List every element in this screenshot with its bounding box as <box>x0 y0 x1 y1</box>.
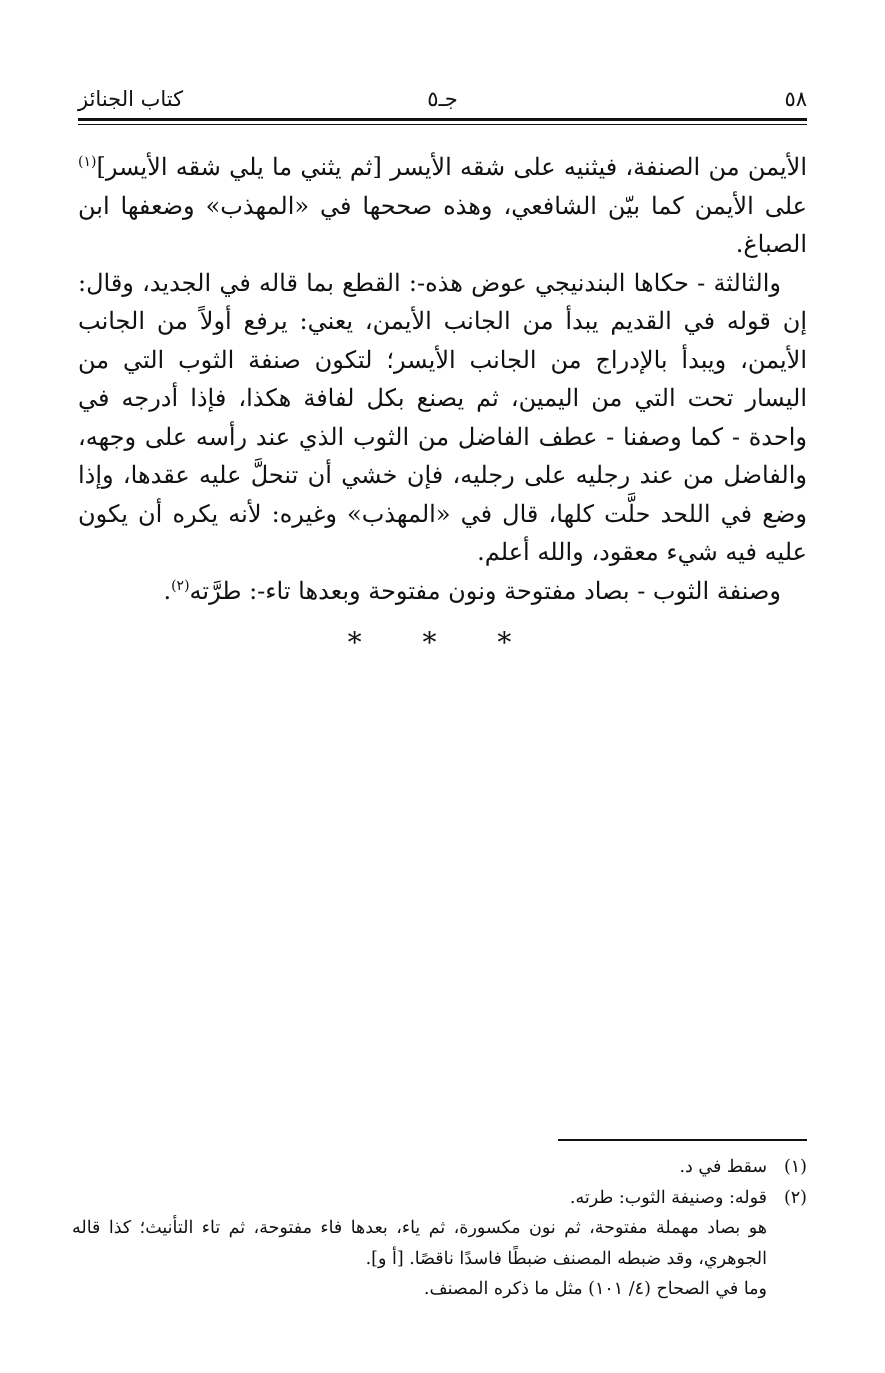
paragraph-2: والثالثة - حكاها البندنيجي عوض هذه-: القطع بما قاله في الجديد، وقال: إن قوله في القديم يبدأ من الجانب الأيمن، يعني: يرفع أولاً من الجانب الأيمن، ويبدأ بالإدراج من الجانب الأيسر؛ لتكون صنفة الثوب التي من اليسار تحت التي من اليمين، ثم يصنع بكل لفافة هكذا، فإذا أدرجه في واحدة - كما وصفنا - عطف الفاضل من الثوب الذي عند رأسه على وجهه، والفاضل من عند رجليه على رجليه، فإن خشي أن تنحلَّ عليه عقدها، وإذا وضع في اللحد حلَّت كلها، قال في «المهذب» وغيره: لأنه يكره أن يكون عليه فيه شيء معقود، والله أعلم. <box>78 268 808 566</box>
main-text <box>78 148 807 610</box>
footnote-1-number: (١) <box>783 1157 807 1177</box>
header-rule-thick <box>78 118 807 121</box>
paragraph-1-part-a: الأيمن من الصنفة، فيثنيه على شقه الأيسر [ثم يثني ما يلي شقه الأيسر] <box>96 153 807 181</box>
paragraph-3-part-a: وصنفة الثوب - بصاد مفتوحة ونون مفتوحة وبعدها تاء-: طرَّته <box>189 576 781 605</box>
paragraph-1-part-b: على الأيمن كما بيّن الشافعي، وهذه صححها في «المهذب» وضعفها ابن الصباغ. <box>78 191 807 258</box>
paragraph-3-part-b: . <box>163 576 172 605</box>
volume-label: جـ٥ <box>427 87 458 111</box>
section-separator: * * * <box>347 626 538 659</box>
footnote-1 <box>72 1152 807 1183</box>
page-number: ٥٨ <box>784 87 807 111</box>
footnote-2-reference: وما في الصحاح (٤/ ١٠١) مثل ما ذكره المصنف. <box>423 1279 767 1299</box>
footnote-ref-2: (٢) <box>171 577 190 594</box>
footnotes <box>72 1152 807 1305</box>
footnote-1-text: سقط في د. <box>679 1157 767 1177</box>
footnote-ref-1: (١) <box>78 154 97 170</box>
book-title: كتاب الجنائز <box>78 87 184 111</box>
page-header <box>78 84 807 118</box>
header-rule-thin <box>78 124 807 125</box>
footnote-rule <box>558 1139 807 1141</box>
paragraph-1 <box>78 148 807 264</box>
paragraph-3 <box>78 572 807 611</box>
footnote-2-explanation: هو بصاد مهملة مفتوحة، ثم نون مكسورة، ثم ياء، بعدها فاء مفتوحة، ثم تاء التأنيث؛ كذا قاله الجوهري، وقد ضبطه المصنف ضبطًا فاسدًا ناقصًا. [أ و]. <box>72 1218 767 1269</box>
footnote-2-number: (٢) <box>783 1187 807 1208</box>
footnote-2-text: قوله: وصنيفة الثوب: طرته. <box>569 1187 767 1208</box>
footnote-2 <box>72 1183 807 1214</box>
